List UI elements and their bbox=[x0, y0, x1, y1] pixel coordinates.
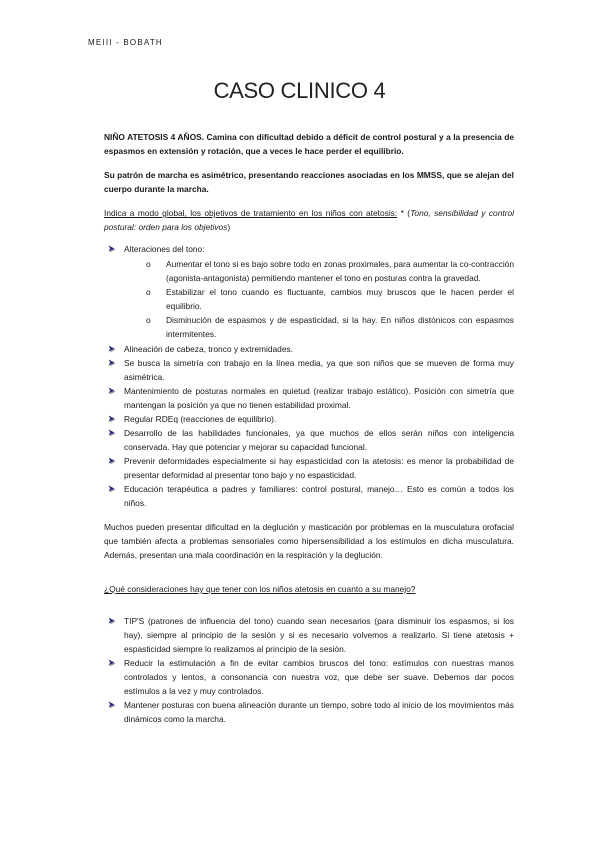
arrow-bullet-icon bbox=[108, 245, 116, 253]
circle-bullet-icon: o bbox=[146, 287, 151, 297]
arrow-bullet-icon bbox=[108, 457, 116, 465]
consideration-text: Reducir la estimulación a fin de evitar cambios bruscos del tono: estímulos con nuestras manos controlados y lentos, a consonancia con nuestra voz, que debe ser suave. Debemos dar pocos estímulos a la vez y muy controlados. bbox=[124, 658, 514, 696]
arrow-bullet-icon bbox=[108, 617, 116, 625]
list-item bbox=[104, 656, 514, 698]
objective-text: Regular RDEq (reacciones de equilibrio). bbox=[124, 414, 277, 424]
list-item bbox=[104, 426, 514, 454]
objective-text: Se busca la simetría con trabajo en la línea media, ya que son niños que se mueven de forma muy asimétrica. bbox=[124, 358, 514, 382]
list-item bbox=[104, 698, 514, 726]
question-1 bbox=[104, 206, 514, 234]
objective-text: Alteraciones del tono: bbox=[124, 244, 205, 254]
arrow-bullet-icon bbox=[108, 701, 116, 709]
objectives-list bbox=[104, 242, 514, 510]
question-1-note: Tono, sensibilidad y control postural: orden para los objetivos bbox=[104, 208, 515, 232]
objective-text: Alineación de cabeza, tronco y extremidades. bbox=[124, 344, 293, 354]
question-1-asterisk: * ( bbox=[397, 208, 411, 218]
list-item bbox=[104, 384, 514, 412]
list-item bbox=[104, 482, 514, 510]
objective-text: Educación terapéutica a padres y familiares: control postural, manejo… Esto es común a todos los niños. bbox=[124, 484, 514, 508]
arrow-bullet-icon bbox=[108, 387, 116, 395]
circle-bullet-icon: o bbox=[146, 259, 151, 269]
sub-list-item bbox=[146, 313, 514, 341]
sub-item-text: Disminución de espasmos y de espasticidad, si la hay. En niños distónicos con espasmos intermitentes. bbox=[166, 315, 514, 339]
list-item bbox=[104, 242, 514, 341]
list-item bbox=[104, 342, 514, 356]
arrow-bullet-icon bbox=[108, 345, 116, 353]
consideration-text: Mantener posturas con buena alineación durante un tiempo, sobre todo al inicio de los movimientos más dinámicos como la marcha. bbox=[124, 700, 514, 724]
arrow-bullet-icon bbox=[108, 359, 116, 367]
sub-item-text: Estabilizar el tono cuando es fluctuante, cambios muy bruscos que le hacen perder el equilibrio. bbox=[166, 287, 514, 311]
list-item bbox=[104, 454, 514, 482]
intro-paragraph-1: NIÑO ATETOSIS 4 AÑOS. Camina con dificultad debido a déficit de control postural y a la presencia de espasmos en extensión y rotación, que a veces le hace perder el equilibrio. bbox=[104, 132, 514, 156]
question-2: ¿Qué consideraciones hay que tener con los niños atetosis en cuanto a su manejo? bbox=[104, 584, 416, 594]
considerations-list bbox=[104, 614, 514, 726]
intro-paragraph-2: Su patrón de marcha es asimétrico, presentando reacciones asociadas en los MMSS, que se alejan del cuerpo durante la marcha. bbox=[104, 170, 514, 194]
objective-text: Desarrollo de las habilidades funcionales, ya que muchos de ellos serán niños con inteligencia conservada. Hay que potenciar y mejorar su capacidad funcional. bbox=[124, 428, 514, 452]
list-item bbox=[104, 412, 514, 426]
sub-list-item bbox=[146, 257, 514, 285]
consideration-text: TIP'S (patrones de influencia del tono) cuando sean necesarios (para disminuir los espasmos, si los hay), siempre al principio de la sesión y si es necesario volvemos a realizarlo. Si tiene atetosis + espasticidad siempre lo realizamos al principio de la sesión. bbox=[124, 616, 514, 654]
arrow-bullet-icon bbox=[108, 429, 116, 437]
question-1-text: Indica a modo global, los objetivos de tratamiento en los niños con atetosis: bbox=[104, 208, 398, 218]
arrow-bullet-icon bbox=[108, 415, 116, 423]
list-item bbox=[104, 356, 514, 384]
sub-item-text: Aumentar el tono si es bajo sobre todo en zonas proximales, para aumentar la co-contracción (agonista-antagonista) permitiendo mantener el tono en posturas contra la gravedad. bbox=[166, 259, 514, 283]
page-header: MEIII - BOBATH bbox=[88, 38, 163, 47]
question-1-close: ) bbox=[227, 222, 231, 232]
objective-text: Prevenir deformidades especialmente si hay espasticidad con la atetosis: es menor la probabilidad de presentar deformidad al presentar tono bajo y no espasticidad. bbox=[124, 456, 514, 480]
document-body bbox=[104, 130, 514, 726]
page-title: CASO CLINICO 4 bbox=[213, 78, 386, 103]
objective-text: Mantenimiento de posturas normales en quietud (realizar trabajo estático). Posición con simetría que mantengan la posición ya que no tienen estabilidad proximal. bbox=[124, 386, 514, 410]
arrow-bullet-icon bbox=[108, 659, 116, 667]
list-item bbox=[104, 614, 514, 656]
circle-bullet-icon: o bbox=[146, 315, 151, 325]
tone-sublist bbox=[124, 257, 514, 341]
arrow-bullet-icon bbox=[108, 485, 116, 493]
paragraph-swallowing: Muchos pueden presentar dificultad en la deglución y masticación por problemas en la musculatura orofacial que también afecta a problemas sensoriales como hipersensibilidad a los estímulos en dicha musculatura. Además, presentan una mala coordinación en la respiración y la deglución. bbox=[104, 522, 514, 560]
sub-list-item bbox=[146, 285, 514, 313]
